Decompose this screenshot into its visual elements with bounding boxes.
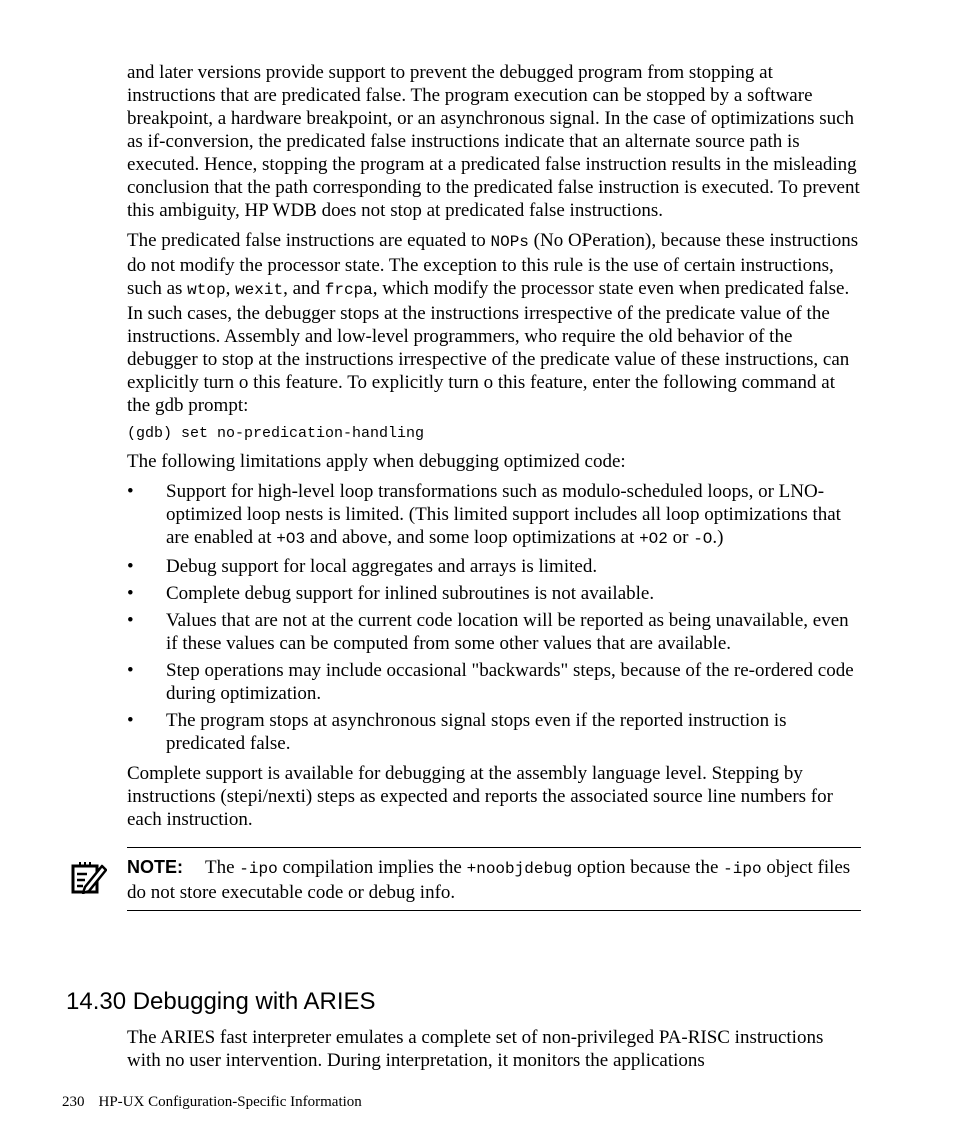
text-run: The: [205, 857, 240, 878]
bullet-marker: •: [127, 660, 134, 681]
main-content: [127, 61, 861, 911]
text-run: (No OPeration), because these instructions do not modify the processor state. The exception to this rule is the use of certain instructions, such as: [127, 230, 859, 299]
code-ipo: -ipo: [239, 860, 278, 878]
footer-title: HP-UX Configuration-Specific Information: [98, 1094, 362, 1110]
bullet-marker: •: [127, 710, 134, 731]
text-run: , which modify the processor state even when predicated false. In such cases, the debugger stops at the instructions irrespective of the predicate value of the instructions. Assembly and low-level programmers, who require the old behavior of the debugger to stop at the instructions irrespective of the predicate value of these instructions, can explicitly turn o this feature. To explicitly turn o this feature, enter the following command at the gdb prompt:: [127, 278, 850, 416]
note-pencil-icon: [71, 860, 107, 894]
paragraph-nops: [127, 229, 861, 417]
code-o3: +O3: [276, 530, 306, 548]
code-frcpa: frcpa: [324, 281, 373, 299]
list-item: [127, 582, 861, 605]
code-noobjdebug: +noobjdebug: [466, 860, 573, 878]
paragraph-aries: The ARIES fast interpreter emulates a complete set of non-privileged PA-RISC instructions with no user intervention. During interpretation, it monitors the applications: [127, 1027, 824, 1071]
text-run: The predicated false instructions are equated to: [127, 230, 491, 251]
bullet-marker: •: [127, 481, 134, 502]
paragraph-predicated-false: and later versions provide support to prevent the debugged program from stopping at instructions that are predicated false. The program execution can be stopped by a software breakpoint, a hardware breakpoint, or an asynchronous signal. In the case of optimizations such as if-conversion, the predicated false instructions indicate that an alternate source path is executed. Hence, stopping the program at a predicated false instruction results in the misleading conclusion that the path corresponding to the predicated false instruction is executed. To prevent this ambiguity, HP WDB does not stop at predicated false instructions.: [127, 62, 860, 221]
text-run: ,: [225, 278, 236, 299]
text-run: compilation implies the: [277, 857, 467, 878]
page-number: 230: [62, 1094, 85, 1110]
gdb-command: (gdb) set no-predication-handling: [127, 425, 425, 442]
page-footer: [62, 1093, 362, 1111]
paragraph-assembly-support: Complete support is available for debugging at the assembly language level. Stepping by instructions (stepi/nexti) steps as expected and reports the associated source line numbers for each instruction.: [127, 763, 833, 830]
code-o2: +O2: [639, 530, 668, 548]
limitations-list: [127, 480, 861, 755]
list-item: [127, 609, 861, 655]
section-body: [127, 1026, 861, 1079]
note-box: [127, 847, 861, 911]
text-run: object files do not store executable code or debug info.: [127, 857, 851, 903]
text-run: option because the: [572, 857, 724, 878]
text-run: The program stops at asynchronous signal stops even if the reported instruction is predicated false.: [166, 710, 787, 754]
code-wtop: wtop: [187, 281, 226, 299]
bullet-marker: •: [127, 556, 134, 577]
text-run: or: [667, 527, 694, 548]
text-run: Complete debug support for inlined subroutines is not available.: [166, 583, 655, 604]
text-run: and above, and some loop optimizations at: [305, 527, 640, 548]
text-run: Step operations may include occasional "backwards" steps, because of the re-ordered code during optimization.: [166, 660, 854, 704]
text-run: Values that are not at the current code location will be reported as being unavailable, even if these values can be computed from some other values that are available.: [166, 610, 849, 654]
note-label: NOTE:: [127, 857, 183, 877]
text-run: , and: [283, 278, 325, 299]
code-nops: NOPs: [490, 233, 529, 251]
text-run: .): [712, 527, 724, 548]
code-wexit: wexit: [235, 281, 284, 299]
paragraph-limitations-intro: The following limitations apply when debugging optimized code:: [127, 451, 626, 472]
list-item: [127, 480, 861, 551]
bullet-marker: •: [127, 610, 134, 631]
code-ipo: -ipo: [723, 860, 762, 878]
section-heading: 14.30 Debugging with ARIES: [66, 988, 376, 1015]
bullet-marker: •: [127, 583, 134, 604]
list-item: [127, 659, 861, 705]
text-run: Debug support for local aggregates and arrays is limited.: [166, 556, 598, 577]
list-item: [127, 555, 861, 578]
list-item: [127, 709, 861, 755]
text-run: Support for high-level loop transformations such as modulo-scheduled loops, or LNO-optimized loop nests is limited. (This limited support includes all loop optimizations that are enabled at: [166, 481, 841, 548]
code-o: -O: [693, 530, 713, 548]
